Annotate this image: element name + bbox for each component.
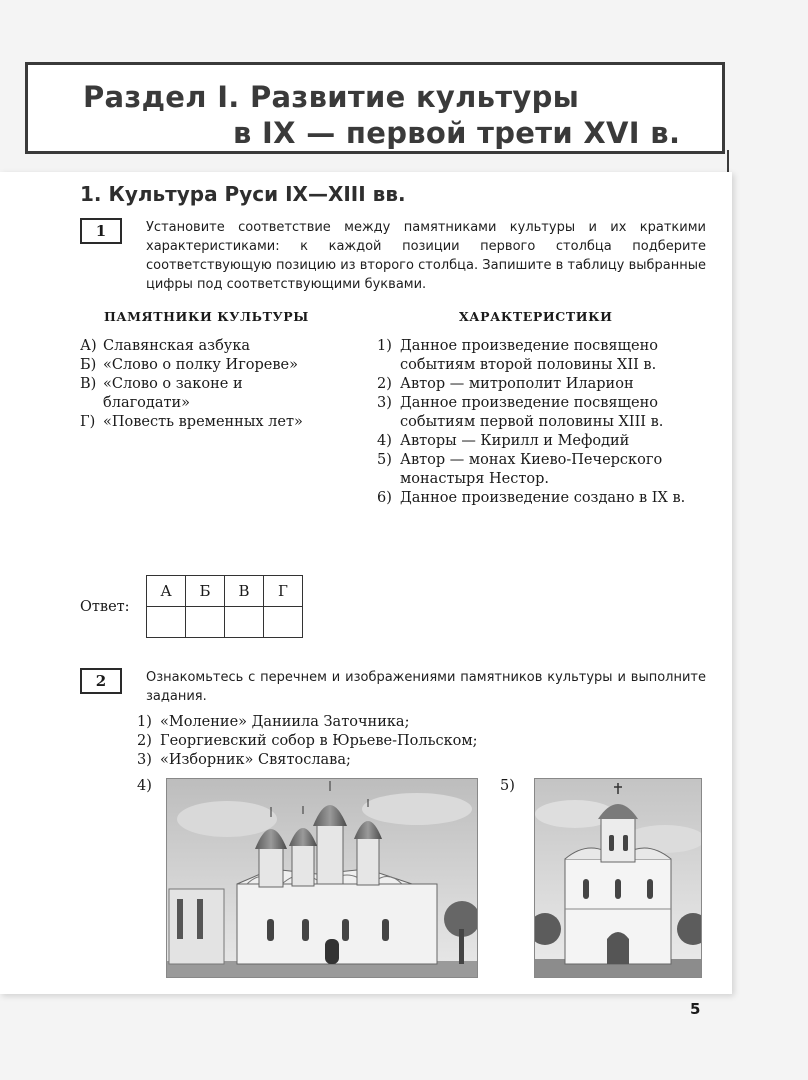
answer-letter-v: В [225, 576, 264, 607]
list-item: 3) Данное произведение посвящено событиям первой половины XIII в. [377, 395, 664, 430]
list-item: 2) Автор — митрополит Иларион [377, 376, 634, 392]
column-header-monuments: ПАМЯТНИКИ КУЛЬТУРЫ [104, 309, 309, 324]
answer-cell-b[interactable] [186, 607, 225, 638]
list-item: 4) Авторы — Кирилл и Мефодий [377, 433, 630, 449]
answer-cell-a[interactable] [147, 607, 186, 638]
list-item: 3) «Изборник» Святослава; [137, 752, 351, 768]
list-item: 2) Георгиевский собор в Юрьеве-Польском; [137, 733, 478, 749]
task-1-text: Установите соответствие между памятниками культуры и их краткими характеристиками: к каждой позиции первого столбца подберите соответствующую позицию из второго столбца. Запишите в таблицу выбранные цифры под соответствующими буквами. [146, 220, 706, 292]
answer-letter-b: Б [186, 576, 225, 607]
answer-label: Ответ: [80, 599, 130, 615]
answer-cell-v[interactable] [225, 607, 264, 638]
section-title-line1: Раздел I. Развитие культуры [83, 80, 580, 114]
answer-table [146, 575, 303, 638]
list-item: В) «Слово о законе и благодати» [80, 376, 243, 411]
task-number-2: 2 [80, 668, 122, 694]
task-2-list [137, 713, 557, 770]
characteristics-list [377, 337, 699, 508]
list-item: 1) Данное произведение посвящено событиям второй половины XII в. [377, 338, 658, 373]
photo-5-label: 5) [500, 778, 515, 794]
answer-letter-g: Г [264, 576, 303, 607]
cathedral-photo-5 [534, 778, 702, 978]
list-item: 1) «Моление» Даниила Заточника; [137, 714, 410, 730]
cathedral-illustration-5 [535, 779, 701, 977]
list-item: Б) «Слово о полку Игореве» [80, 357, 299, 373]
monuments-list [80, 337, 350, 432]
list-item: Г) «Повесть временных лет» [80, 414, 303, 430]
section-title-line2: в IX — первой трети XVI в. [233, 116, 681, 150]
cathedral-photo-4 [166, 778, 478, 978]
chapter-title: 1. Культура Руси IX—XIII вв. [80, 182, 406, 206]
answer-letter-a: А [147, 576, 186, 607]
section-header-box [25, 62, 725, 154]
photo-4-label: 4) [137, 778, 152, 794]
task-number-1: 1 [80, 218, 122, 244]
cathedral-illustration-4 [167, 779, 477, 977]
answer-cell-g[interactable] [264, 607, 303, 638]
section-title [83, 79, 680, 151]
column-header-characteristics: ХАРАКТЕРИСТИКИ [459, 309, 613, 324]
task-2-text: Ознакомьтесь с перечнем и изображениями памятников культуры и выполните задания. [146, 670, 706, 704]
list-item: 6) Данное произведение создано в IX в. [377, 490, 686, 506]
list-item: 5) Автор — монах Киево-Печерского монастыря Нестор. [377, 452, 663, 487]
page-number: 5 [690, 1000, 701, 1018]
list-item: А) Славянская азбука [80, 338, 251, 354]
